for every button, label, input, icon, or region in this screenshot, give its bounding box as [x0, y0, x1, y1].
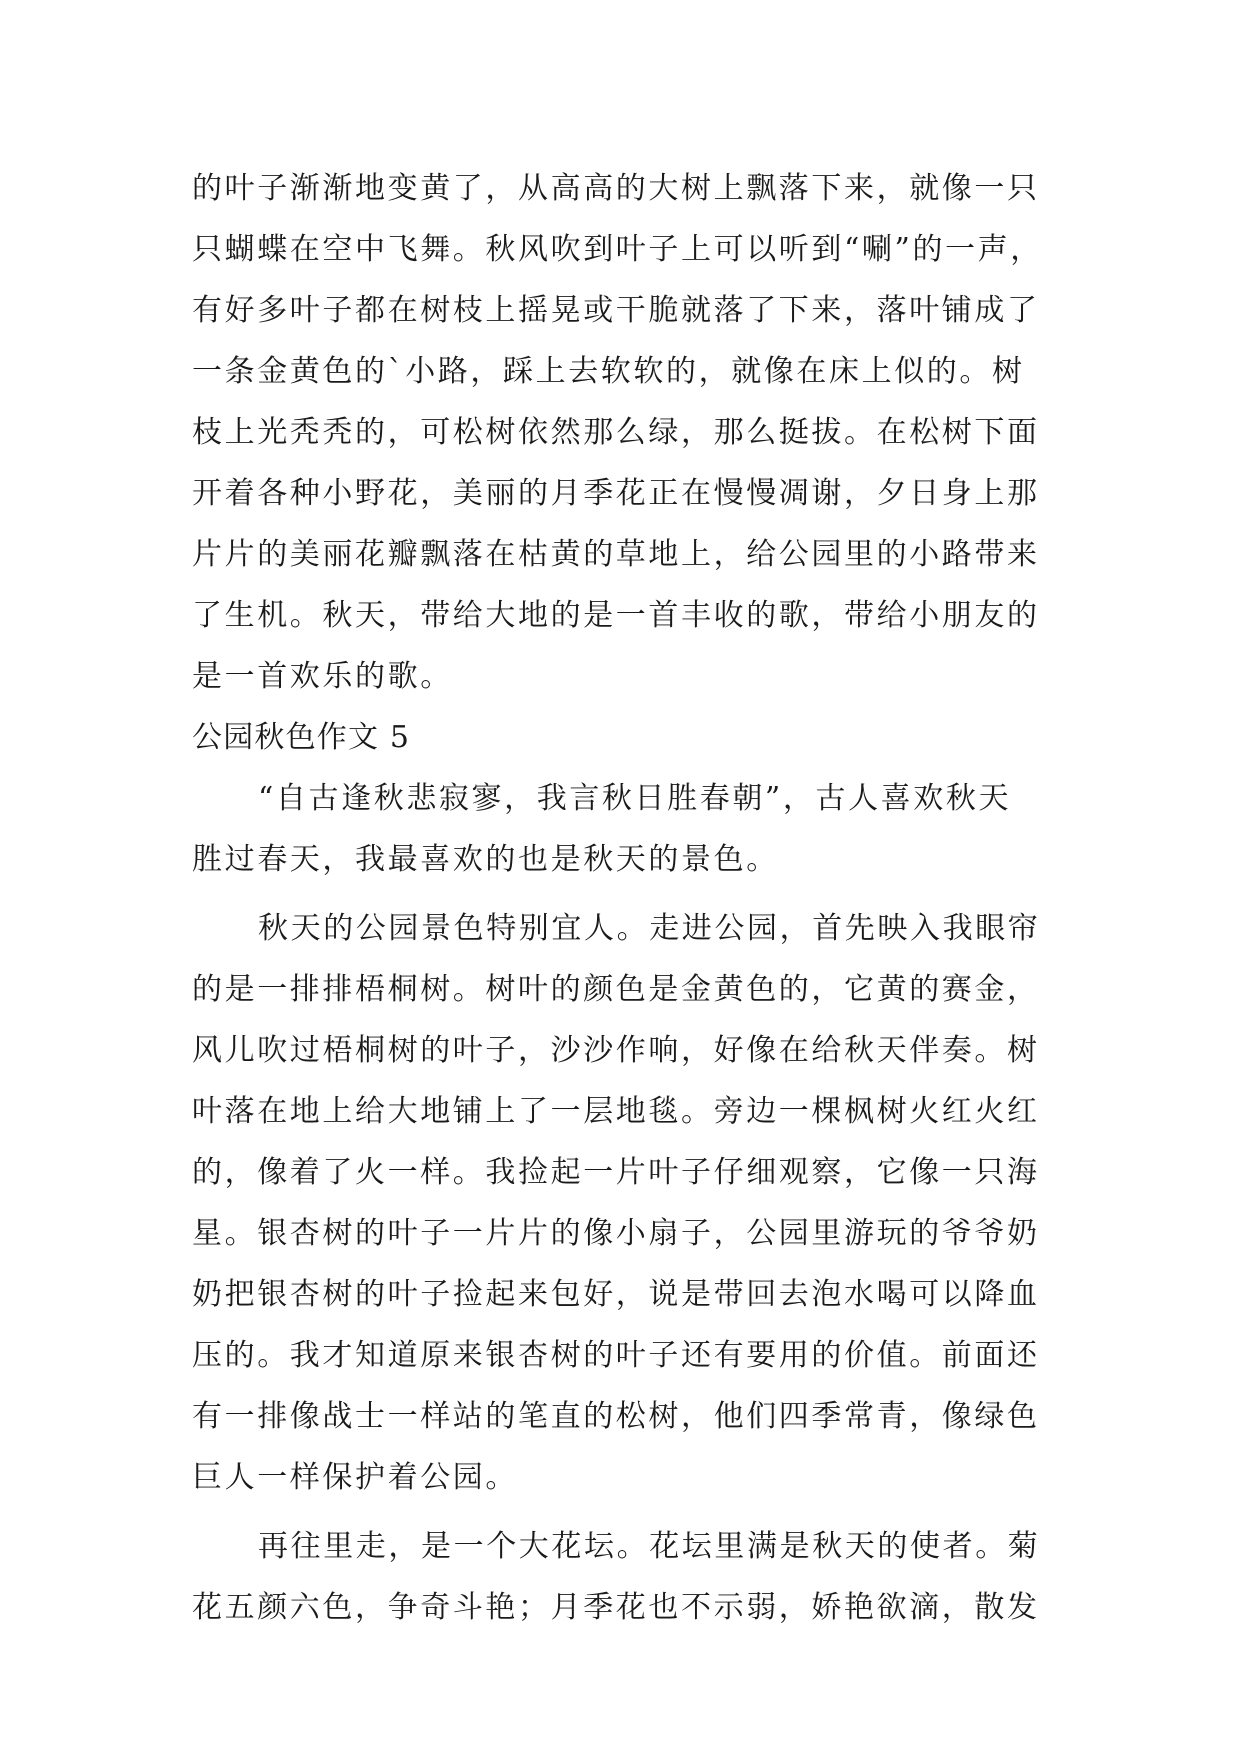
paragraph-2 — [192, 898, 1072, 1508]
text-line: 开着各种小野花，美丽的月季花正在慢慢凋谢，夕日身上那 — [192, 476, 1040, 511]
text-line: 风儿吹过梧桐树的叶子，沙沙作响，好像在给秋天伴奏。树 — [192, 1033, 1040, 1068]
paragraph-3 — [192, 1516, 1072, 1638]
text-line: 的是一排排梧桐树。树叶的颜色是金黄色的，它黄的赛金， — [192, 972, 1040, 1007]
text-line: 一条金黄色的`小路，踩上去软软的，就像在床上似的。树 — [192, 354, 1025, 389]
text-line: 片片的美丽花瓣飘落在枯黄的草地上，给公园里的小路带来 — [192, 537, 1040, 572]
text-line: 胜过春天，我最喜欢的也是秋天的景色。 — [192, 842, 779, 877]
text-line: 有一排像战士一样站的笔直的松树，他们四季常青，像绿色 — [192, 1399, 1040, 1434]
text-line: 的叶子渐渐地变黄了，从高高的大树上飘落下来，就像一只 — [192, 171, 1040, 206]
text-line: 是一首欢乐的歌。 — [192, 659, 453, 694]
text-line: 花五颜六色，争奇斗艳；月季花也不示弱，娇艳欲滴，散发 — [192, 1590, 1040, 1625]
text-line: 奶把银杏树的叶子捡起来包好，说是带回去泡水喝可以降血 — [192, 1277, 1040, 1312]
text-line: 秋天的公园景色特别宜人。走进公园，首先映入我眼帘 — [258, 911, 1041, 946]
text-line: 巨人一样保护着公园。 — [192, 1460, 518, 1495]
text-line: 了生机。秋天，带给大地的是一首丰收的歌，带给小朋友的 — [192, 598, 1040, 633]
continued-paragraph — [192, 158, 1072, 707]
text-line: 的，像着了火一样。我捡起一片叶子仔细观察，它像一只海 — [192, 1155, 1040, 1190]
text-line: 枝上光秃秃的，可松树依然那么绿，那么挺拔。在松树下面 — [192, 415, 1040, 450]
text-line: 压的。我才知道原来银杏树的叶子还有要用的价值。前面还 — [192, 1338, 1040, 1373]
text-line: “自古逢秋悲寂寥，我言秋日胜春朝”，古人喜欢秋天 — [258, 781, 1012, 816]
paragraph-1 — [192, 768, 1072, 890]
text-line: 叶落在地上给大地铺上了一层地毯。旁边一棵枫树火红火红 — [192, 1094, 1040, 1129]
text-line: 星。银杏树的叶子一片片的像小扇子，公园里游玩的爷爷奶 — [192, 1216, 1040, 1251]
section-title: 公园秋色作文 5 — [192, 720, 411, 755]
text-line: 有好多叶子都在树枝上摇晃或干脆就落了下来，落叶铺成了 — [192, 293, 1040, 328]
text-line: 只蝴蝶在空中飞舞。秋风吹到叶子上可以听到“唰”的一声， — [192, 232, 1043, 267]
text-line: 再往里走，是一个大花坛。花坛里满是秋天的使者。菊 — [258, 1529, 1041, 1564]
document-body — [192, 158, 1072, 1638]
